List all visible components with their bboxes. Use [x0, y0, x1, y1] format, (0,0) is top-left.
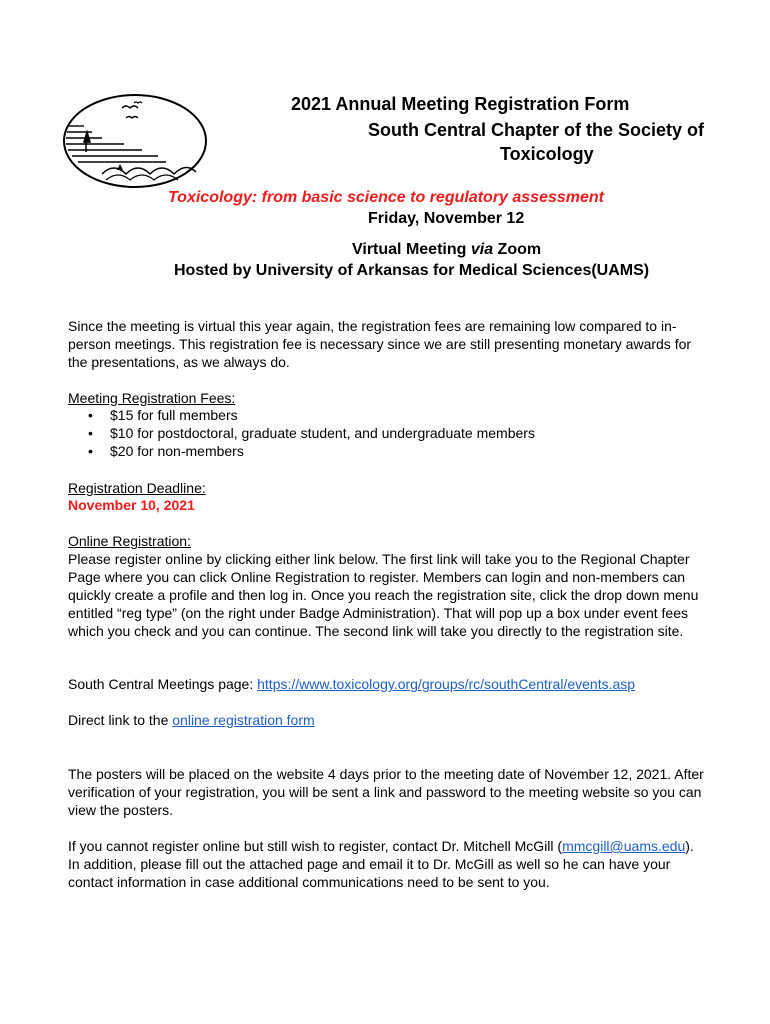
landscape-oval-logo-icon — [62, 92, 208, 190]
venue-suffix: Zoom — [493, 241, 542, 258]
meetings-page-link[interactable]: https://www.toxicology.org/groups/rc/southCentral/events.asp — [257, 676, 636, 692]
deadline-heading: Registration Deadline: — [68, 480, 206, 496]
host-suffix: (UAMS) — [591, 262, 650, 279]
meeting-date: Friday, November 12 — [368, 210, 525, 227]
direct-link-label: Direct link to the — [68, 712, 173, 728]
meeting-theme: Toxicology: from basic science to regulatory assessment — [168, 189, 604, 206]
fees-list — [68, 406, 535, 460]
posters-paragraph: The posters will be placed on the website 4 days prior to the meeting date of November 12, 2021. After verification of your registration, you will be sent a link and password to the meeting website so you can view the posters. — [68, 766, 704, 818]
fees-heading: Meeting Registration Fees: — [68, 390, 236, 406]
host-prefix: Hosted by University of Arkansas for Medical Sciences — [174, 262, 592, 279]
intro-paragraph: Since the meeting is virtual this year again, the registration fees are remaining low compared to in-person meetings. This registration fee is necessary since we are still presenting monetary awards for the presentations, as we always do. — [68, 318, 692, 370]
venue-via: via — [470, 241, 494, 258]
online-registration-text: Please register online by clicking either link below. The first link will take you to the Regional Chapter Page where you can click Online Registration to register. Members can login and non-members can quickly create a profile and then log in. Once you reach the registration site, click the drop down menu entitled “reg type” (on the right under Badge Administration). That will pop up a box under event fees which you check and you can continue. The second link will take you directly to the registration site. — [68, 551, 699, 639]
direct-link-line — [68, 711, 708, 729]
meeting-venue — [352, 241, 541, 259]
list-item: • $15 for full members — [68, 406, 535, 424]
meetings-page-line — [68, 675, 708, 693]
title-line-2: South Central Chapter of the Society of — [368, 120, 705, 140]
contact-paragraph — [68, 837, 708, 891]
list-item: • $10 for postdoctoral, graduate student, and undergraduate members — [68, 424, 535, 442]
meetings-page-label: South Central Meetings page: — [68, 676, 258, 692]
title-line-1: 2021 Annual Meeting Registration Form — [291, 94, 630, 114]
list-item: • $20 for non-members — [68, 442, 535, 460]
deadline-value: November 10, 2021 — [68, 497, 195, 513]
contact-before: If you cannot register online but still wish to register, contact Dr. Mitchell McGill ( — [68, 838, 563, 854]
meeting-host — [174, 262, 649, 280]
contact-email-link[interactable]: mmcgill@uams.edu — [562, 838, 686, 854]
online-registration-heading: Online Registration: — [68, 533, 191, 549]
title-line-3: Toxicology — [500, 144, 594, 164]
contact-after: ). In addition, please fill out the attached page and email it to Dr. McGill as well so he can have your contact information in case additional communications need to be sent to you. — [68, 838, 694, 890]
venue-prefix: Virtual Meeting — [352, 241, 471, 258]
online-registration-form-link[interactable]: online registration form — [172, 712, 315, 728]
